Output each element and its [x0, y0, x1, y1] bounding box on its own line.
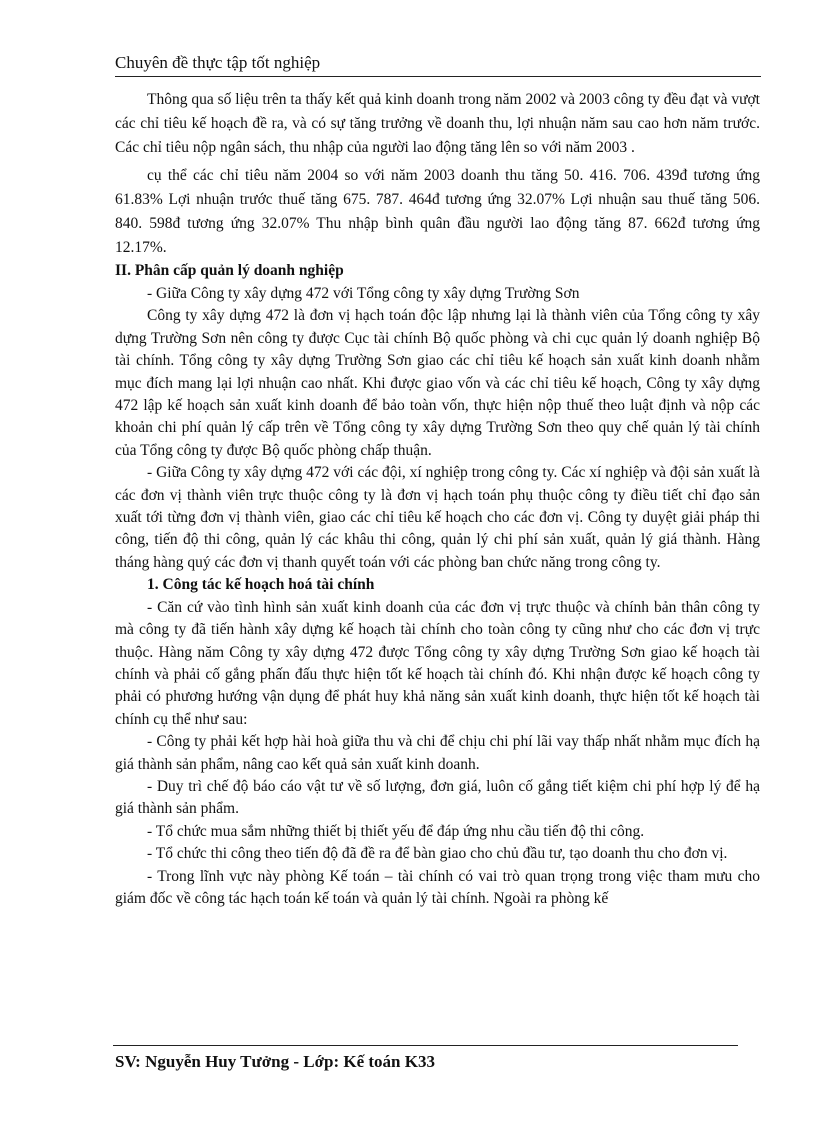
paragraph-relationship-units: - Giữa Công ty xây dựng 472 với các đội, xí nghiệp trong công ty. Các xí nghiệp và đội sản xuất là các đơn vị thành viên trực thuộc công ty là đơn vị hạch toán phụ thuộc công ty điều tiết chỉ đạo sản xuất tới từng đơn vị thành viên, giao các chỉ tiêu kế hoạch cho các đơn vị. Công ty duyệt giải pháp thi công, tiến độ thi công, quản lý các khâu thi công, quản lý chi phí sản xuất, quản lý giá thành. Hàng tháng hàng quý các đơn vị thanh quyết toán với các phòng ban chức năng trong công ty. [115, 464, 760, 571]
paragraph-2004-figures: cụ thể các chỉ tiêu năm 2004 so với năm 2003 doanh thu tăng 50. 416. 706. 439đ tương ứng 61.83% Lợi nhuận trước thuế tăng 675. 787. 464đ tương ứng 32.07% Lợi nhuận sau thuế tăng 506. 840. 598đ tương ứng 32.07% Thu nhập bình quân đầu người lao động tăng 87. 662đ tương ứng 12.17%. [115, 166, 760, 257]
page-footer: SV: Nguyễn Huy Tưởng - Lớp: Kế toán K33 [115, 1052, 435, 1071]
paragraph-material-reporting: - Duy trì chế độ báo cáo vật tư về số lượng, đơn giá, luôn cố gắng tiết kiệm chi phí hợp lý để hạ giá thành sản phẩm. [115, 777, 760, 818]
paragraph-income-expense: - Công ty phải kết hợp hài hoà giữa thu và chi để chịu chi phí lãi vay thấp nhất nhằm mục đích hạ giá thành sản phẩm, nâng cao kết quả sản xuất kinh doanh. [115, 733, 760, 773]
paragraph-company-472-description: Công ty xây dựng 472 là đơn vị hạch toán độc lập nhưng lại là thành viên của Tổng công ty xây dựng Trường Sơn nên công ty được Cục tài chính Bộ quốc phòng và chi cục quản lý doanh nghiệp Bộ tài chính. Tổng công ty xây dựng Trường Sơn giao các chỉ tiêu kế hoạch sản xuất kinh doanh nhằm mục đích mang lại lợi nhuận cao nhất. Khi được giao vốn và các chỉ tiêu kế hoạch, Công ty xây dựng 472 lập kế hoạch sản xuất kinh doanh để bảo toàn vốn, thực hiện nộp thuế theo luật định và nộp các khoản chi phí quản lý cấp trên về Tổng công ty xây dựng Trường Sơn theo quy chế quản lý tài chính của Tổng công ty được Bộ quốc phòng chấp thuận. [115, 307, 760, 459]
section-heading-financial-planning: 1. Công tác kế hoạch hoá tài chính [147, 576, 375, 594]
paragraph-relationship-corporation: - Giữa Công ty xây dựng 472 với Tổng công ty xây dựng Trường Sơn [147, 284, 580, 302]
page-header: Chuyên đề thực tập tốt nghiệp [115, 52, 761, 77]
paragraph-construction-schedule: - Tổ chức thi công theo tiến độ đã đề ra để bàn giao cho chủ đầu tư, tạo doanh thu cho đơn vị. [147, 845, 728, 863]
paragraph-accounting-department: - Trong lĩnh vực này phòng Kế toán – tài chính có vai trò quan trọng trong việc tham mưu cho giám đốc về công tác hạch toán kế toán và quản lý tài chính. Ngoài ra phòng kế [115, 867, 760, 907]
paragraph-performance-summary: Thông qua số liệu trên ta thấy kết quả kinh doanh trong năm 2002 và 2003 công ty đều đạt và vượt các chỉ tiêu kế hoạch đề ra, và có sự tăng trưởng về doanh thu, lợi nhuận năm sau cao hơn năm trước. Các chỉ tiêu nộp ngân sách, thu nhập của người lao động tăng lên so với năm 2003 . [115, 91, 760, 157]
footer-divider [113, 1045, 738, 1046]
section-heading-management: II. Phân cấp quản lý doanh nghiệp [115, 262, 344, 280]
paragraph-equipment: - Tổ chức mua sắm những thiết bị thiết yếu để đáp ứng nhu cầu tiến độ thi công. [147, 822, 645, 840]
document-body [115, 88, 760, 910]
paragraph-financial-plan: - Căn cứ vào tình hình sản xuất kinh doanh của các đơn vị trực thuộc và chính bản thân công ty mà công ty đã tiến hành xây dựng kế hoạch tài chính cho toàn công ty cũng như cho các đơn vị trực thuộc. Hàng năm Công ty xây dựng 472 được Tổng công ty xây dựng Trường Sơn giao kế hoạch tài chính và phải cố gắng phấn đấu thực hiện tốt kế hoạch tài chính đó. Khi nhận được kế hoạch công ty phải có phương hướng vận dụng để phát huy khả năng sản xuất kinh doanh, thực hiện tốt kế hoạch tài chính cụ thể như sau: [115, 598, 760, 728]
